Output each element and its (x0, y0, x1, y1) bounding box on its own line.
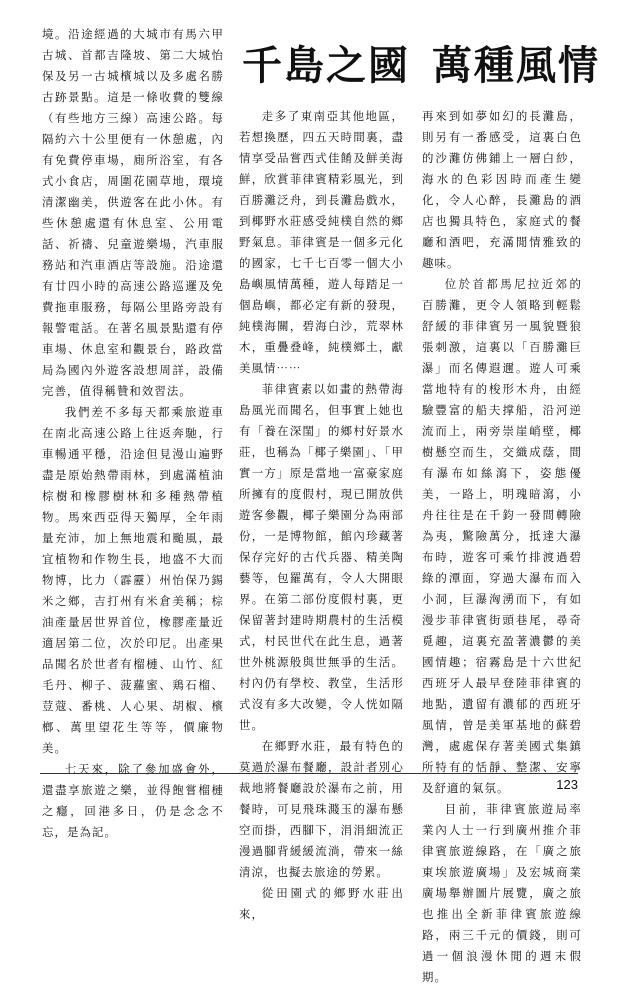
article-title (242, 40, 600, 92)
paragraph: 從田園式的鄉野水莊出來， (239, 886, 404, 921)
title-part-2: 萬種風情 (432, 42, 600, 89)
page-number: 123 (556, 777, 578, 792)
paragraph: 目前，菲律賓旅遊局率業內人士一行到廣州推介菲律賓旅遊線路，在「廣之旅東埃旅遊廣場」及宏城商業廣場舉辦圖片展覽，廣之旅也推出全新菲律賓旅遊線路，兩三千元的價錢，則可過一個浪漫休閒的週末假期。 (422, 802, 582, 984)
article-column-left (42, 24, 224, 843)
paragraph: 七天來，除了參加盛會外，還盡享旅遊之樂，並得飽嘗榴槤之癮，回港多日，仍是念念不忘，是為記。 (42, 762, 224, 839)
article-column-right (422, 106, 582, 988)
title-part-1: 千島之國 (242, 42, 410, 89)
paragraph: 境。沿途經過的大城市有馬六甲古城、首都吉隆坡、第二大城怡保及另一古城檳城以及多處名勝古跡景點。這是一條收費的雙線（有些地方三線）高速公路。每隔約六十公里便有一休憩處，內有免費停車場，廁所浴室，有各式小食店，周圍花園草地，環境清潔幽美，供遊客在此小休。有些休憩處還有休息室、公用電話、祈禱、兒童遊樂場，汽車服務站和汽車酒店等設施。沿途還有廿四小時的高速公路巡邏及免費拖車服務，每隔公里路旁設有報警電話。在著名風景點還有停車場、休息室和觀景台，路政當局為國內外遊客設想周詳，設備完善，值得稱贊和效習法。 (42, 27, 224, 398)
paragraph: 菲律賓素以如畫的熱帶海島風光而聞名，但事實上她也有「養在深閨」的鄉村好景水莊，也稱為「椰子樂園」、「甲實一方」原是當地一富豪家庭所擁有的度假村，現已開放供遊客參觀，椰子樂園分為兩部份，一是博物館，館內珍藏著保存完好的古代兵器、精美陶藝等，包羅萬有，令人大開眼界。在第二部份度假村裏，更保留著封建時期農村的生活模式，村民世代在此生息，過著世外桃源般與世無爭的生活。村內仍有學校、教堂，生活形式沒有多大改變，令人恍如隔世。 (239, 382, 404, 732)
paragraph: 走多了東南亞其他地區，若想換歷，四五天時間裏，盡情享受品嘗西式佳餚及鮮美海鮮，欣賞菲律賓精彩風光，到百勝灘泛舟，到長灘島戲水，到椰野水莊感受純樸自然的鄉野氣息。菲律賓是一個多元化的國家，七千七百零一個大小島嶼風情萬種，遊人每踏足一個島嶼，都必定有新的發現，純樸海關，碧海白沙，荒翠林木，重疊叠峰，純樸鄉土，獻美風情⋯⋯ (239, 109, 404, 375)
paragraph: 再來到如夢如幻的長灘島，則另有一番感受，這裏白色的沙灘仿佛鋪上一層白紗，海水的色彩因時而產生變化，令人心醉，長灘島的酒店也獨具特色，家庭式的餐廳和酒吧，充滿閒情雅致的趣味。 (422, 109, 582, 270)
paragraph: 在鄉野水莊，最有特色的莫過於瀑布餐廳，設計者別心裁地將餐廳設於瀑布之前，用餐時，可見飛珠濺玉的瀑布懸空而掛，西腳下，涓涓細流正漫過腳背緩緩流淌，帶來一絲清涼，也擬去旅途的勞累。 (239, 739, 404, 879)
article-column-middle (239, 106, 404, 925)
paragraph: 位於首都馬尼拉近郊的百勝灘，更令人領略到輕鬆舒緩的菲律賓另一風貌暨狼張刺激，這裏以「百勝灘巨瀑」而名傳遐邇。遊人可乘當地特有的梭形木舟，由經驗豐富的船夫撑船，沿河逆流而上，兩旁崇崖峭壁，椰樹懸空而生，交織成蔭，間有瀑布如絲瀉下，姿態優美，一路上，明瑰暗瀉，小舟往往是在千鈞一發間轉險為夷，驚險萬分，抵達大瀑布時，遊客可乘竹排渡過碧綠的潭面，穿過大瀑布而入小洞，巨瀑洶湧而下，有如漫步菲律賓街頭巷尾，尋奇覓趣，這裏充盈著濃鬱的美國情趣；宿霧島是十六世紀西班牙人最早登陸菲律賓的地點，遺留有濃郁的西班牙風情，曾是美軍基地的蘇碧灣，處處保存著美國式集鎮所特有的恬靜、整潔、安寧及舒適的氣氛。 (422, 277, 582, 795)
paragraph: 我們差不多每天都乘旅遊車在南北高速公路上往返奔馳，行車暢通平穩，沿途但見漫山遍野盡是原始熱帶雨林，到處滿植油棕樹和橡膠樹林和多種熱帶植物。馬來西亞得天獨厚，全年雨量充沛，加上無地震和颱風，最宜植物和作物生長，地盛不大而物博，比力（霹靂）州怡保乃錫米之鄉，吉打州有米倉美稱；棕油產量居世界首位，橡膠產量近適居第二位，次於印尼。出產果品聞名於世者有榴槤、山竹、紅毛丹、柳子、菠蘿蜜、鶏石榴、荳蔻、番桃、人心果、胡椒、檳榔、萬里望花生等等，價廉物美。 (42, 405, 224, 755)
footer-rule (40, 773, 578, 774)
